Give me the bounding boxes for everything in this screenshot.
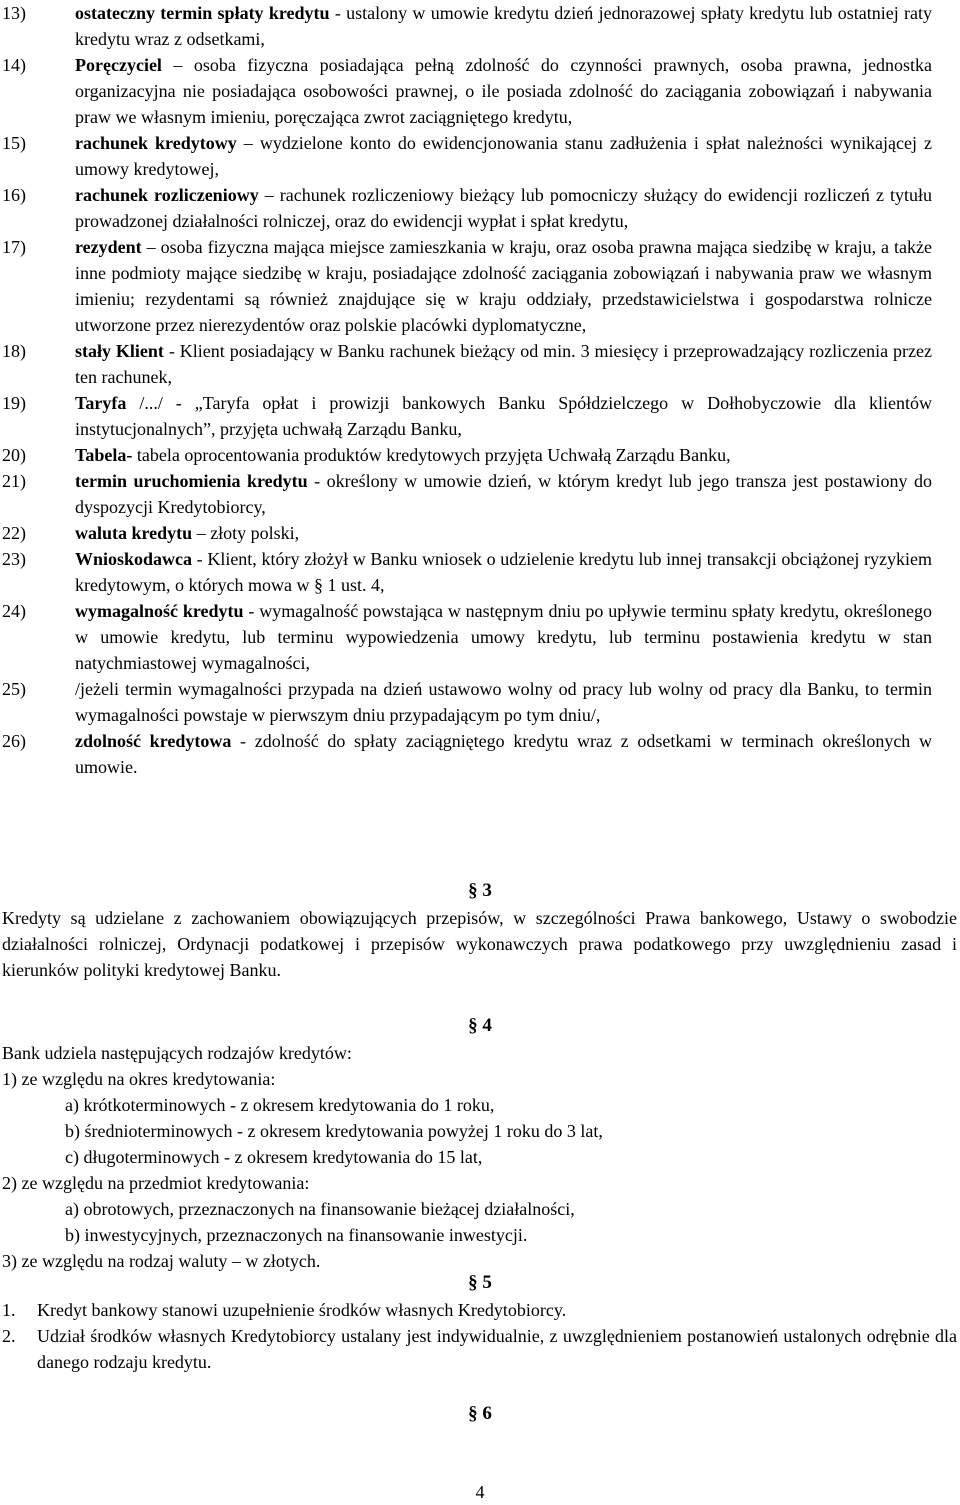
section-4-intro: Bank udziela następujących rodzajów kredytów:: [2, 1043, 352, 1063]
definition-item: [0, 0, 960, 52]
definition-item: [0, 468, 960, 520]
definition-term: Tabela-: [75, 445, 133, 465]
page-number: 4: [475, 1482, 485, 1502]
definition-item: [0, 598, 960, 676]
definition-number: 16): [2, 185, 26, 205]
section-4-item-2b: b) inwestycyjnych, przeznaczonych na finansowanie inwestycji.: [65, 1225, 528, 1245]
definition-term: termin uruchomienia kredytu: [75, 471, 308, 491]
definition-term: Wnioskodawca: [75, 549, 193, 569]
definition-item: [0, 182, 960, 234]
definition-term: zdolność kredytowa: [75, 731, 232, 751]
definition-term: rezydent: [75, 237, 142, 257]
definition-term: Poręczyciel: [75, 55, 162, 75]
definition-number: 20): [2, 445, 26, 465]
definition-text: /jeżeli termin wymagalności przypada na dzień ustawowo wolny od pracy lub wolny od pracy dla Banku, to termin wymagalności powstaje w pierwszym dniu przypadającym po tym dniu/,: [75, 679, 932, 725]
definition-term: stały Klient: [75, 341, 164, 361]
section-5-item-1-number: 1.: [2, 1300, 16, 1320]
definition-number: 17): [2, 237, 26, 257]
definition-text: – osoba fizyczna posiadająca pełną zdolność do czynności prawnych, osoba prawna, jednostka organizacyjna nie posiadająca osobowości prawnej, o ile posiada zdolność do zaciągania zobowiązań i nabywania praw we własnym imieniu, poręczająca zwrot zaciągniętego kredytu,: [75, 55, 932, 127]
definition-number: 25): [2, 679, 26, 699]
definition-text: - Klient posiadający w Banku rachunek bieżący od min. 3 miesięcy i przeprowadzający rozliczenia przez ten rachunek,: [75, 341, 932, 387]
section-5-item-2: Udział środków własnych Kredytobiorcy ustalany jest indywidualnie, z uwzględnieniem postanowień ustalonych odrębnie dla danego rodzaju kredytu.: [37, 1326, 957, 1372]
definition-text: - Klient, który złożył w Banku wniosek o udzielenie kredytu lub innej transakcji obciążonej ryzykiem kredytowym, o których mowa w § 1 ust. 4,: [75, 549, 932, 595]
definition-text: - wymagalność powstająca w następnym dniu po upływie terminu spłaty kredytu, określonego w umowie kredytu, lub terminu wypowiedzenia umowy kredytu, lub terminu postawienia kredytu w stan natychmiastowej wymagalności,: [75, 601, 932, 673]
definition-term: wymagalność kredytu: [75, 601, 244, 621]
section-4-item-1a: a) krótkoterminowych - z okresem kredytowania do 1 roku,: [65, 1095, 495, 1115]
definition-number: 23): [2, 549, 26, 569]
definition-number: 13): [2, 3, 26, 23]
definition-number: 14): [2, 55, 26, 75]
definition-number: 18): [2, 341, 26, 361]
definition-item: [0, 130, 960, 182]
section-4-item-1: 1) ze względu na okres kredytowania:: [2, 1069, 276, 1089]
definition-item: [0, 390, 960, 442]
definition-number: 26): [2, 731, 26, 751]
definition-item: [0, 234, 960, 338]
definition-text: – rachunek rozliczeniowy bieżący lub pomocniczy służący do ewidencji rozliczeń z tytułu prowadzonej działalności rolniczej, oraz do ewidencji wypłat i spłat kredytu,: [75, 185, 932, 231]
definition-text: – złoty polski,: [192, 523, 300, 543]
definition-number: 24): [2, 601, 26, 621]
section-4-item-2a: a) obrotowych, przeznaczonych na finansowanie bieżącej działalności,: [65, 1199, 575, 1219]
definition-text: - określony w umowie dzień, w którym kredyt lub jego transza jest postawiony do dyspozycji Kredytobiorcy,: [75, 471, 932, 517]
definition-item: [0, 442, 960, 468]
section-5-heading: § 5: [468, 1272, 492, 1293]
definition-text: /.../ - „Taryfa opłat i prowizji bankowych Banku Spółdzielczego w Dołhobyczowie dla klientów instytucjonalnych”, przyjęta uchwałą Zarządu Banku,: [75, 393, 932, 439]
definition-item: [0, 520, 960, 546]
definition-item: [0, 676, 960, 728]
section-5-item-2-number: 2.: [2, 1326, 16, 1346]
section-6-heading: § 6: [468, 1403, 492, 1424]
section-4-heading: § 4: [468, 1015, 492, 1036]
definition-number: 21): [2, 471, 26, 491]
definition-item: [0, 338, 960, 390]
definition-term: rachunek kredytowy: [75, 133, 237, 153]
definition-number: 19): [2, 393, 26, 413]
section-4-item-1b: b) średnioterminowych - z okresem kredytowania powyżej 1 roku do 3 lat,: [65, 1121, 603, 1141]
section-4-item-2: 2) ze względu na przedmiot kredytowania:: [2, 1173, 310, 1193]
definition-number: 15): [2, 133, 26, 153]
section-4-item-3: 3) ze względu na rodzaj waluty – w złotych.: [2, 1251, 321, 1271]
definition-text: tabela oprocentowania produktów kredytowych przyjęta Uchwałą Zarządu Banku,: [132, 445, 731, 465]
definition-item: [0, 728, 960, 780]
definition-item: [0, 52, 960, 130]
definition-text: - zdolność do spłaty zaciągniętego kredytu wraz z odsetkami w terminach określonych w umowie.: [75, 731, 932, 777]
definition-text: - ustalony w umowie kredytu dzień jednorazowej spłaty kredytu lub ostatniej raty kredytu wraz z odsetkami,: [75, 3, 932, 49]
definition-text: – wydzielone konto do ewidencjonowania stanu zadłużenia i spłat należności wynikającej z umowy kredytowej,: [75, 133, 932, 179]
definition-text: – osoba fizyczna mająca miejsce zamieszkania w kraju, oraz osoba prawna mająca siedzibę w kraju, a także inne podmioty mające siedzibę w kraju, posiadające zdolność zaciągania zobowiązań i nabywania praw we własnym imieniu; rezydentami są również znajdujące się w kraju oddziały, przedstawicielstwa i gospodarstwa rolnicze utworzone przez nierezydentów oraz polskie placówki dyplomatyczne,: [75, 237, 932, 335]
section-5-item-1: Kredyt bankowy stanowi uzupełnienie środków własnych Kredytobiorcy.: [37, 1300, 567, 1320]
definition-item: [0, 546, 960, 598]
definition-term: waluta kredytu: [75, 523, 193, 543]
definition-term: ostateczny termin spłaty kredytu: [75, 3, 330, 23]
definition-number: 22): [2, 523, 26, 543]
section-4-item-1c: c) długoterminowych - z okresem kredytowania do 15 lat,: [65, 1147, 483, 1167]
section-3-text: Kredyty są udzielane z zachowaniem obowiązujących przepisów, w szczególności Prawa bankowego, Ustawy o swobodzie działalności rolniczej, Ordynacji podatkowej i przepisów wykonawczych prawa podatkowego przy uwzględnieniu zasad i kierunków polityki kredytowej Banku.: [2, 908, 957, 980]
definition-term: Taryfa: [75, 393, 127, 413]
section-3-heading: § 3: [468, 880, 492, 901]
definition-term: rachunek rozliczeniowy: [75, 185, 259, 205]
